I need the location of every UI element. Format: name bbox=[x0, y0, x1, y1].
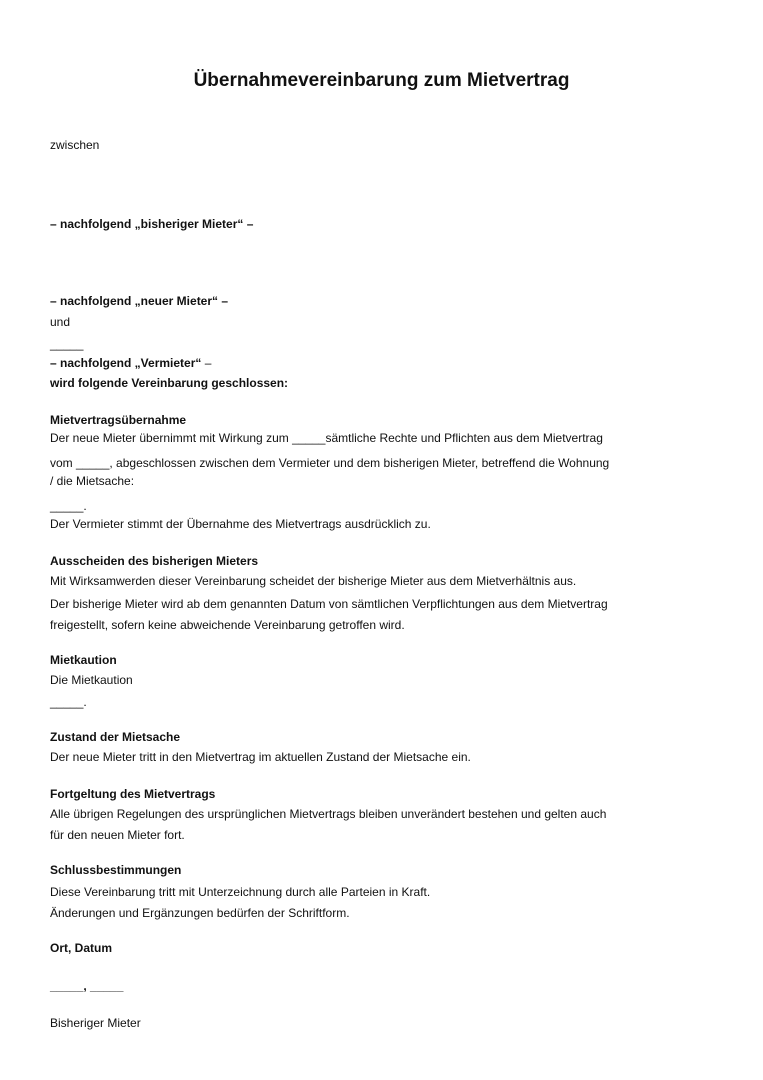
section-line: _____. bbox=[50, 499, 87, 513]
section-line: für den neuen Mieter fort. bbox=[50, 828, 185, 842]
section-line: Der neue Mieter tritt in den Mietvertrag im aktuellen Zustand der Mietsache ein. bbox=[50, 750, 471, 764]
section-line: Änderungen und Ergänzungen bedürfen der Schriftform. bbox=[50, 906, 350, 920]
document-title: Übernahmevereinbarung zum Mietvertrag bbox=[193, 70, 570, 91]
party-landlord bbox=[50, 355, 211, 372]
party-landlord-tail: – bbox=[201, 356, 212, 370]
section-line: vom _____, abgeschlossen zwischen dem Vermieter und dem bisherigen Mieter, betreffend die Wohnung bbox=[50, 456, 610, 470]
section-line: Alle übrigen Regelungen des ursprünglichen Mietvertrags bleiben unverändert bestehen und gelten auch bbox=[50, 807, 607, 821]
section-heading: Mietvertragsübernahme bbox=[50, 413, 187, 427]
section-heading: Fortgeltung des Mietvertrags bbox=[50, 787, 216, 801]
agreement-intro: wird folgende Vereinbarung geschlossen: bbox=[50, 376, 289, 390]
section-line: Der neue Mieter übernimmt mit Wirkung zum _____sämtliche Rechte und Pflichten aus dem Mietvertrag bbox=[50, 431, 603, 445]
party-previous-tenant: – nachfolgend „bisheriger Mieter“ – bbox=[50, 217, 254, 231]
section-line: Mit Wirksamwerden dieser Vereinbarung scheidet der bisherige Mieter aus dem Mietverhältnis aus. bbox=[50, 574, 577, 588]
and-text: und bbox=[50, 315, 71, 329]
section-heading: Ausscheiden des bisherigen Mieters bbox=[50, 554, 259, 568]
signature-heading: Ort, Datum bbox=[50, 941, 113, 955]
section-line: / die Mietsache: bbox=[50, 474, 135, 488]
section-line: Der bisherige Mieter wird ab dem genannten Datum von sämtlichen Verpflichtungen aus dem Mietvertrag bbox=[50, 597, 608, 611]
landlord-blank: _____ bbox=[50, 337, 84, 351]
between-text: zwischen bbox=[50, 138, 100, 152]
section-line: _____. bbox=[50, 695, 87, 709]
signature-blank: _____, _____ bbox=[50, 979, 124, 993]
section-line: Die Mietkaution bbox=[50, 673, 133, 687]
party-landlord-label: – nachfolgend „Vermieter“ bbox=[50, 356, 202, 370]
section-heading: Schlussbestimmungen bbox=[50, 863, 182, 877]
section-heading: Mietkaution bbox=[50, 653, 117, 667]
section-heading: Zustand der Mietsache bbox=[50, 730, 181, 744]
section-line: Diese Vereinbarung tritt mit Unterzeichnung durch alle Parteien in Kraft. bbox=[50, 885, 431, 899]
section-line: Der Vermieter stimmt der Übernahme des Mietvertrags ausdrücklich zu. bbox=[50, 517, 431, 531]
signer-label: Bisheriger Mieter bbox=[50, 1016, 141, 1030]
party-new-tenant: – nachfolgend „neuer Mieter“ – bbox=[50, 294, 229, 308]
section-line: freigestellt, sofern keine abweichende Vereinbarung getroffen wird. bbox=[50, 618, 405, 632]
